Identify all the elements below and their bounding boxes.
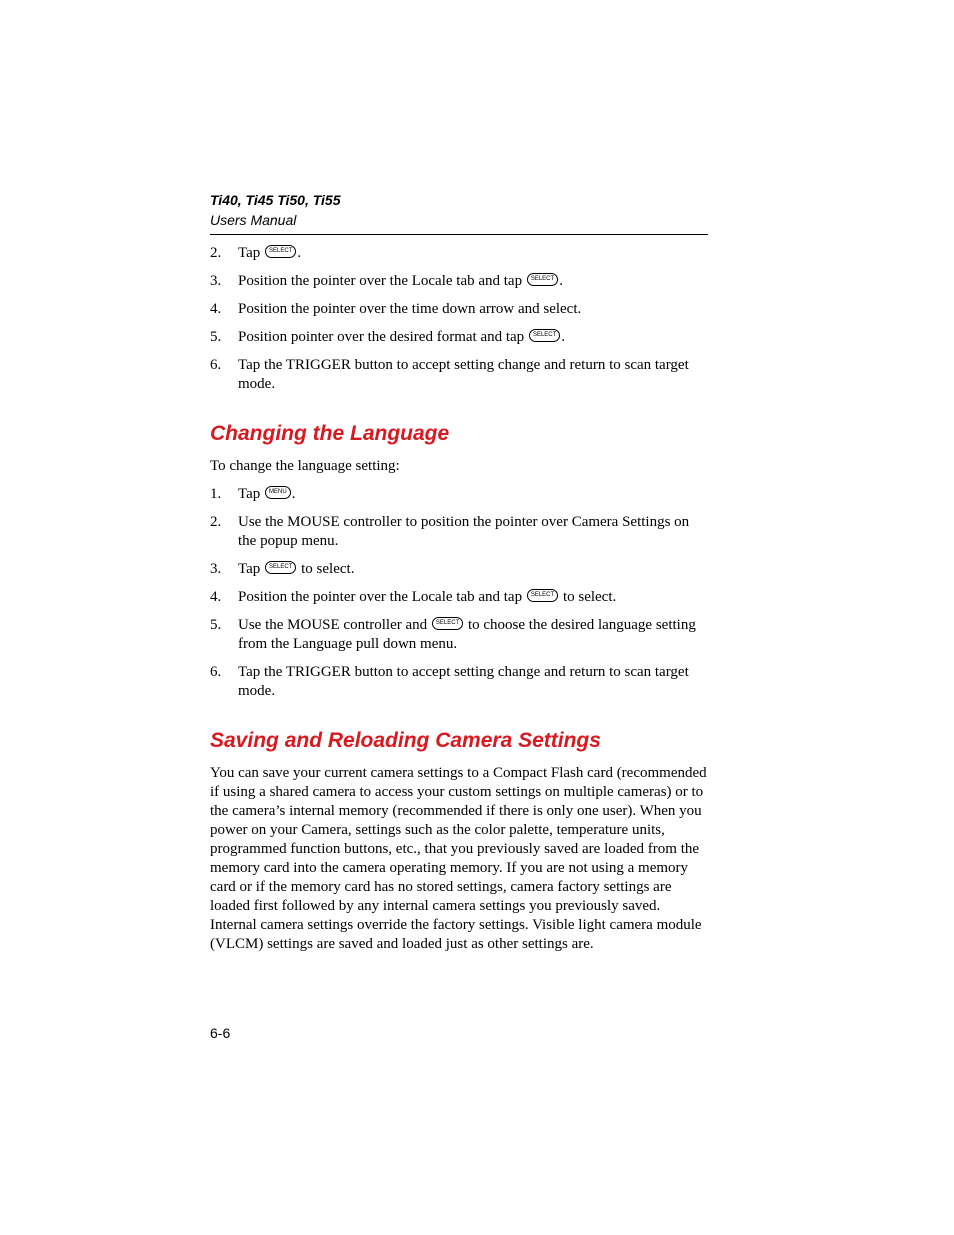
step-number: 3. <box>210 561 222 577</box>
select-button-icon: SELECT <box>432 617 463 630</box>
step-text-pre: Use the MOUSE controller to position the pointer over Camera Settings on the popup menu. <box>238 514 690 549</box>
step-number: 1. <box>210 486 222 502</box>
list-item <box>210 356 708 394</box>
step-text <box>238 616 708 654</box>
step-text <box>238 244 708 263</box>
section-body: You can save your current camera settings to a Compact Flash card (recommended if using a shared camera to access your custom settings on multiple cameras) or to the camera’s internal memory (recommended if there is only one user). When you power on your Camera, settings such as the color palette, temperature units, programmed function buttons, etc., that you previously saved are loaded from the memory card into the camera operating memory. If you are not using a memory card or if the memory card has no stored settings, camera factory settings are loaded first followed by any internal camera settings you previously saved. Internal camera settings override the factory settings. Visible light camera module (VLCM) settings are saved and loaded just as other settings are. <box>210 765 707 952</box>
list-item <box>210 300 708 319</box>
select-button-icon: SELECT <box>529 329 560 342</box>
list-item <box>210 328 708 347</box>
step-list <box>210 244 708 394</box>
step-text-post: to choose the desired language setting from the Language pull down menu. <box>238 617 696 652</box>
step-number: 5. <box>210 617 222 633</box>
select-button-icon: SELECT <box>265 245 296 258</box>
menu-button-icon: MENU <box>265 486 291 499</box>
list-item <box>210 272 708 291</box>
document-subtitle: Users Manual <box>210 212 297 228</box>
step-number: 2. <box>210 514 222 530</box>
select-button-icon: SELECT <box>527 273 558 286</box>
step-list <box>210 485 708 701</box>
step-number: 2. <box>210 245 222 261</box>
step-text-post: . <box>561 329 566 345</box>
step-number: 4. <box>210 589 222 605</box>
list-item <box>210 588 708 607</box>
step-text-pre: Use the MOUSE controller and <box>238 617 428 633</box>
step-number: 6. <box>210 357 222 373</box>
step-text-pre: Position the pointer over the Locale tab and tap <box>238 589 523 605</box>
select-button-icon: SELECT <box>527 589 558 602</box>
step-text <box>238 513 708 551</box>
list-item <box>210 513 708 551</box>
step-text <box>238 300 708 319</box>
step-number: 3. <box>210 273 222 289</box>
step-text-pre: Position the pointer over the Locale tab and tap <box>238 273 523 289</box>
step-text-post: . <box>559 273 563 289</box>
section-changing-language <box>210 421 708 710</box>
list-item <box>210 663 708 701</box>
step-number: 4. <box>210 301 222 317</box>
select-button-icon: SELECT <box>265 561 296 574</box>
step-text <box>238 356 708 394</box>
page-number: 6-6 <box>210 1025 231 1041</box>
step-text <box>238 485 708 504</box>
list-item <box>210 616 708 654</box>
step-text-pre: Tap <box>238 561 261 577</box>
step-text <box>238 588 708 607</box>
header-rule <box>210 234 708 235</box>
step-text-post: to select. <box>301 561 355 577</box>
step-text-pre: Position the pointer over the time down arrow and select. <box>238 301 582 317</box>
list-item <box>210 560 708 579</box>
step-text-pre: Tap <box>238 486 261 502</box>
list-item <box>210 244 708 263</box>
step-text <box>238 663 708 701</box>
section-intro: To change the language setting: <box>210 458 400 474</box>
step-text-pre: Position pointer over the desired format and tap <box>238 329 525 345</box>
step-text-post: . <box>291 486 296 502</box>
step-text <box>238 272 708 291</box>
list-item <box>210 485 708 504</box>
step-text-pre: Tap the TRIGGER button to accept setting change and return to scan target mode. <box>238 357 689 392</box>
step-text <box>238 560 708 579</box>
step-text <box>238 328 708 347</box>
document-title: Ti40, Ti45 Ti50, Ti55 <box>210 192 341 208</box>
section-heading: Saving and Reloading Camera Settings <box>210 729 601 752</box>
step-text-post: to select. <box>562 589 617 605</box>
step-text-pre: Tap the TRIGGER button to accept setting change and return to scan target mode. <box>238 664 689 699</box>
section-saving-settings <box>210 728 708 954</box>
step-number: 5. <box>210 329 222 345</box>
step-text-post: . <box>297 245 302 261</box>
step-number: 6. <box>210 664 222 680</box>
step-text-pre: Tap <box>238 245 261 261</box>
section-heading: Changing the Language <box>210 422 450 445</box>
steps-top <box>210 244 708 403</box>
